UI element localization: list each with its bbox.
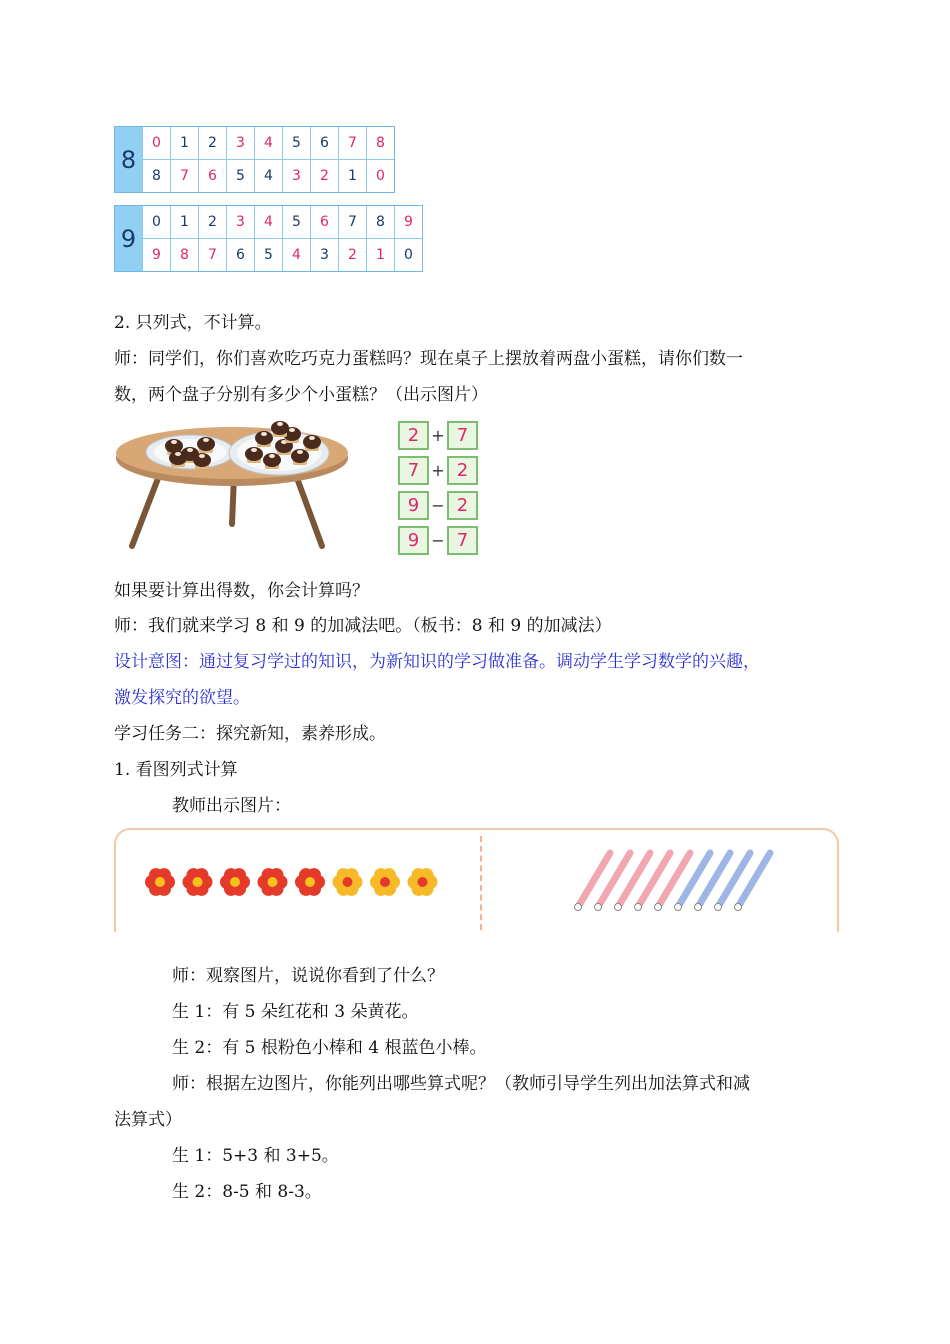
table-cell: 4 bbox=[282, 239, 310, 271]
stick-end bbox=[615, 904, 622, 911]
red-flower bbox=[183, 868, 213, 896]
operand-card: 2 bbox=[447, 491, 478, 520]
table-cell: 0 bbox=[142, 206, 170, 239]
number-table-8 bbox=[114, 126, 395, 193]
table-cell: 2 bbox=[338, 239, 366, 271]
operand-card: 7 bbox=[447, 526, 478, 555]
table-cell: 6 bbox=[226, 239, 254, 271]
operator-sign: + bbox=[431, 426, 445, 445]
table-cell: 8 bbox=[366, 206, 394, 239]
teacher-equation-question-line2: 法算式） bbox=[114, 1110, 182, 1130]
teacher-question-line1: 师：同学们，你们喜欢吃巧克力蛋糕吗？现在桌子上摆放着两盘小蛋糕，请你们数一 bbox=[114, 349, 743, 369]
student2-answer-sticks: 生 2：有 5 根粉色小棒和 4 根蓝色小棒。 bbox=[172, 1038, 487, 1058]
table-cell: 8 bbox=[142, 160, 170, 192]
red-flower bbox=[145, 868, 175, 896]
table-cell: 4 bbox=[254, 127, 282, 160]
cupcake bbox=[271, 421, 289, 437]
student1-answer-flowers: 生 1：有 5 朵红花和 3 朵黄花。 bbox=[172, 1002, 419, 1022]
cupcake bbox=[291, 449, 309, 465]
table-cell: 1 bbox=[170, 206, 198, 239]
table-cell: 0 bbox=[142, 127, 170, 160]
stick-end bbox=[655, 904, 662, 911]
table-cell: 3 bbox=[226, 127, 254, 160]
teacher-show-picture: 教师出示图片： bbox=[172, 796, 291, 816]
table-cell: 5 bbox=[254, 239, 282, 271]
table-cell: 3 bbox=[310, 239, 338, 271]
table-cell: 8 bbox=[170, 239, 198, 271]
table-row-top bbox=[142, 127, 394, 160]
expression-card bbox=[398, 456, 478, 485]
teacher-question-line2: 数，两个盘子分别有多少个小蛋糕？（出示图片） bbox=[114, 385, 488, 405]
stick-end bbox=[595, 904, 602, 911]
operand-card: 9 bbox=[398, 491, 429, 520]
sticks-illustration bbox=[560, 845, 790, 917]
stick-end bbox=[695, 904, 702, 911]
cupcake bbox=[263, 453, 281, 469]
table-cell: 9 bbox=[394, 206, 422, 239]
table-cell: 3 bbox=[226, 206, 254, 239]
cupcake bbox=[169, 451, 187, 467]
table-number-label: 8 bbox=[115, 127, 142, 192]
student1-addition-answer: 生 1：5+3 和 3+5。 bbox=[172, 1146, 339, 1166]
table-cell: 2 bbox=[198, 127, 226, 160]
teacher-equation-question-line1: 师：根据左边图片，你能列出哪些算式呢？（教师引导学生列出加法算式和减 bbox=[172, 1074, 750, 1094]
stick-end bbox=[735, 904, 742, 911]
expression-card bbox=[398, 491, 478, 520]
item-2-heading: 2. 只列式，不计算。 bbox=[114, 313, 272, 333]
cupcake bbox=[193, 453, 211, 469]
red-flower bbox=[295, 868, 325, 896]
operator-sign: − bbox=[431, 531, 445, 550]
yellow-flower bbox=[408, 868, 438, 896]
question-line: 如果要计算出得数，你会计算吗？ bbox=[114, 581, 369, 601]
expression-card bbox=[398, 526, 478, 555]
flowers-illustration bbox=[140, 860, 450, 904]
operand-card: 2 bbox=[398, 421, 429, 450]
table-cell: 5 bbox=[282, 127, 310, 160]
table-cell: 1 bbox=[170, 127, 198, 160]
table-cell: 8 bbox=[366, 127, 394, 160]
table-cell: 2 bbox=[198, 206, 226, 239]
operand-card: 7 bbox=[447, 421, 478, 450]
cupcake bbox=[197, 437, 215, 453]
picture-divider bbox=[480, 836, 482, 930]
operand-card: 2 bbox=[447, 456, 478, 485]
table-cell: 1 bbox=[366, 239, 394, 271]
stick-end bbox=[575, 904, 582, 911]
table-cell: 6 bbox=[310, 206, 338, 239]
table-row-bottom bbox=[142, 160, 394, 192]
operator-sign: + bbox=[431, 461, 445, 480]
design-intent-line2: 激发探究的欲望。 bbox=[114, 688, 250, 708]
table-cell: 6 bbox=[310, 127, 338, 160]
table-cell: 9 bbox=[142, 239, 170, 271]
table-cell: 0 bbox=[366, 160, 394, 192]
table-cell: 5 bbox=[282, 206, 310, 239]
table-cell: 5 bbox=[226, 160, 254, 192]
cake-table-illustration bbox=[114, 420, 354, 552]
table-cell: 7 bbox=[338, 206, 366, 239]
expression-card bbox=[398, 421, 478, 450]
table-cell: 4 bbox=[254, 160, 282, 192]
teacher-intro-line: 师：我们就来学习 8 和 9 的加减法吧。（板书：8 和 9 的加减法） bbox=[114, 616, 612, 636]
teacher-observe-line: 师：观察图片，说说你看到了什么？ bbox=[172, 966, 444, 986]
number-table-9 bbox=[114, 205, 423, 272]
design-intent-line1: 设计意图：通过复习学过的知识，为新知识的学习做准备。调动学生学习数学的兴趣， bbox=[114, 652, 760, 672]
red-flower bbox=[258, 868, 288, 896]
table-cell: 1 bbox=[338, 160, 366, 192]
table-cell: 4 bbox=[254, 206, 282, 239]
table-row-top bbox=[142, 206, 422, 239]
operand-card: 9 bbox=[398, 526, 429, 555]
task-two-heading: 学习任务二：探究新知，素养形成。 bbox=[114, 724, 386, 744]
yellow-flower bbox=[333, 868, 363, 896]
cupcake bbox=[245, 447, 263, 463]
item-1-heading: 1. 看图列式计算 bbox=[114, 760, 238, 780]
student2-subtraction-answer: 生 2：8-5 和 8-3。 bbox=[172, 1182, 322, 1202]
table-cell: 3 bbox=[282, 160, 310, 192]
table-row-bottom bbox=[142, 239, 422, 271]
stick-end bbox=[715, 904, 722, 911]
table-cell: 6 bbox=[198, 160, 226, 192]
cupcake bbox=[255, 431, 273, 447]
table-cell: 7 bbox=[198, 239, 226, 271]
yellow-flower bbox=[370, 868, 400, 896]
table-cell: 7 bbox=[338, 127, 366, 160]
stick-end bbox=[635, 904, 642, 911]
table-number-label: 9 bbox=[115, 206, 142, 271]
table-cell: 2 bbox=[310, 160, 338, 192]
red-flower bbox=[220, 868, 250, 896]
stick-end bbox=[675, 904, 682, 911]
table-cell: 7 bbox=[170, 160, 198, 192]
operator-sign: − bbox=[431, 496, 445, 515]
table-cell: 0 bbox=[394, 239, 422, 271]
operand-card: 7 bbox=[398, 456, 429, 485]
cupcake bbox=[303, 435, 321, 451]
